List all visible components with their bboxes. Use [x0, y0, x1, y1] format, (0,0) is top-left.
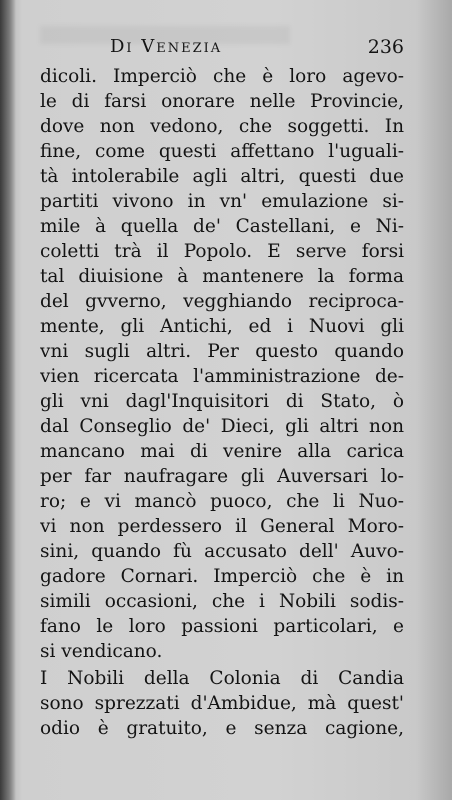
text-line: per far naufragare gli Auversari lo- [40, 466, 404, 487]
text-line: fine, come questi affettano l'uguali- [40, 141, 404, 162]
text-line: mancano mai di venire alla carica [40, 441, 404, 462]
text-line: tà intolerabile agli altri, questi due [40, 166, 404, 187]
page-header [40, 36, 404, 64]
text-line: gli vni dagl'Inquisitori di Stato, ò [40, 391, 404, 412]
running-head: Di Venezia [110, 36, 223, 57]
page-number: 236 [367, 36, 404, 58]
text-line: partiti vivono in vn' emulazione si- [40, 191, 404, 212]
text-line: dove non vedono, che soggetti. In [40, 116, 404, 137]
text-line: dal Conseglio de' Dieci, gli altri non [40, 416, 404, 437]
text-line: vi non perdessero il General Moro- [40, 516, 404, 537]
text-line: fano le loro passioni particolari, e [40, 616, 404, 637]
text-line: mente, gli Antichi, ed i Nuovi gli [40, 316, 404, 337]
text-line: le di farsi onorare nelle Provincie, [40, 91, 404, 112]
text-line: del gvverno, vegghiando reciproca- [40, 291, 404, 312]
text-line: dicoli. Imperciò che è loro agevo- [40, 66, 404, 87]
text-line: ro; e vi mancò puoco, che li Nuo- [40, 491, 404, 512]
text-line: mile à quella de' Castellani, e Ni- [40, 216, 404, 237]
paragraph-start-line: I Nobili della Colonia di Candia [40, 668, 404, 689]
body-text [40, 64, 404, 741]
text-line: simili occasioni, che i Nobili sodis- [40, 591, 404, 612]
text-line: gadore Cornari. Imperciò che è in [40, 566, 404, 587]
text-line: odio è gratuito, e senza cagione, [40, 718, 404, 739]
page-spine-shadow [0, 0, 16, 800]
text-line: coletti trà il Popolo. E serve forsi [40, 241, 404, 262]
text-line: sini, quando fù accusato dell' Auvo- [40, 541, 404, 562]
text-line: vni sugli altri. Per questo quando [40, 341, 404, 362]
text-line: sono sprezzati d'Ambidue, mà quest' [40, 693, 404, 714]
paragraph-end-line: si vendicano. [40, 641, 163, 662]
text-line: vien ricercata l'amministrazione de- [40, 366, 404, 387]
text-line: tal diuisione à mantenere la forma [40, 266, 404, 287]
